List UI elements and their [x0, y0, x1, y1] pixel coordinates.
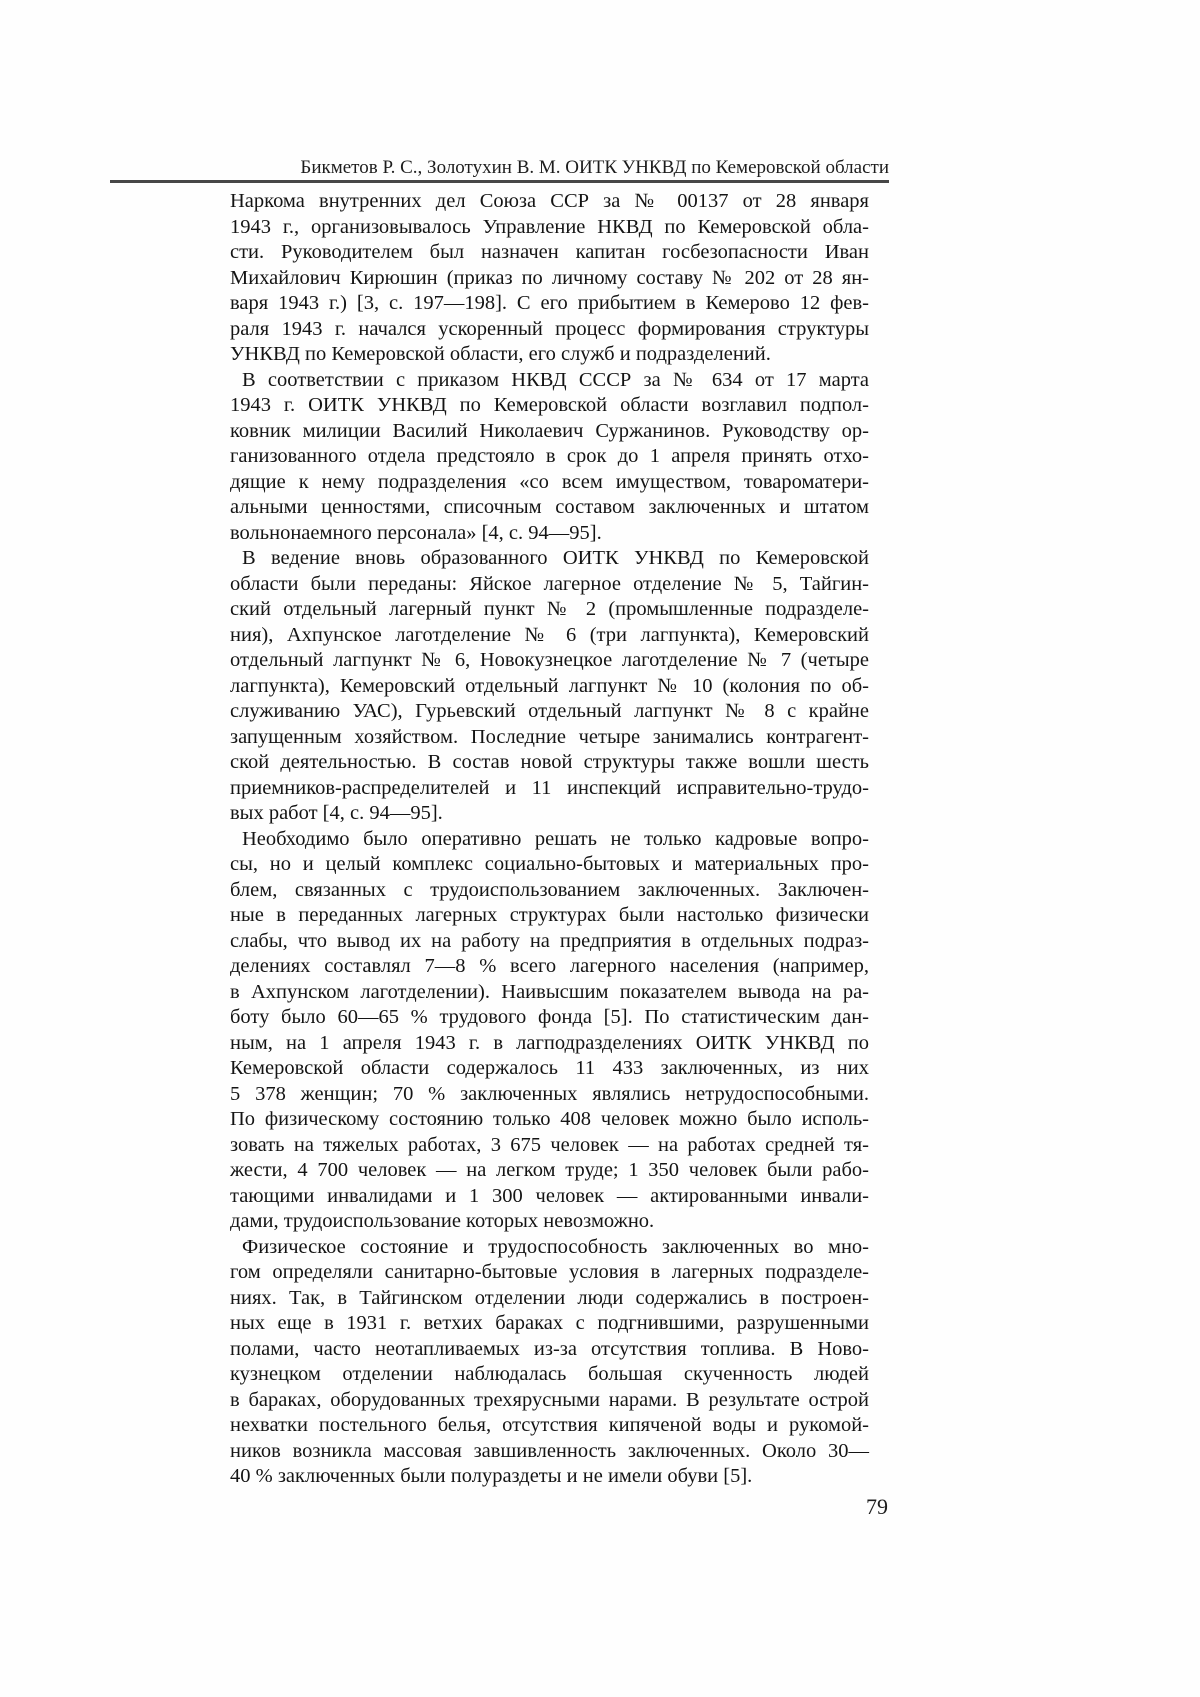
text-line: служиванию УАС), Гурьевский отдельный лагпункт № 8 с крайне [230, 700, 869, 722]
text-line: 1943 г., организовывалось Управление НКВД по Кемеровской обла- [230, 215, 869, 238]
text-line: лагпункта), Кемеровский отдельный лагпункт № 10 (колония по об- [230, 674, 869, 697]
paragraph [230, 827, 869, 1235]
text-line: вых работ [4, с. 94—95]. [230, 802, 443, 824]
text-line: в Ахпунском лаготделении). Наивысшим показателем вывода на ра- [230, 980, 869, 1003]
text-line: ской деятельностью. В состав новой структуры также вошли шесть [230, 751, 869, 773]
text-line: сы, но и целый комплекс социально-бытовых и материальных про- [230, 853, 869, 875]
paragraph [230, 546, 869, 827]
text-line: ковник милиции Василий Николаевич Суржанинов. Руководству ор- [230, 419, 869, 442]
text-line: Наркома внутренних дел Союза ССР за № 00137 от 28 января [230, 190, 869, 212]
text-line: запущенным хозяйством. Последние четыре занимались контрагент- [230, 725, 869, 748]
text-line: жести, 4 700 человек — на легком труде; 1 350 человек были рабо- [230, 1159, 869, 1181]
text-line: сти. Руководителем был назначен капитан госбезопасности Иван [230, 241, 869, 263]
text-line: По физическому состоянию только 408 человек можно было исполь- [230, 1108, 869, 1130]
text-line: гом определяли санитарно-бытовые условия в лагерных подразделе- [230, 1261, 869, 1283]
text-line: альными ценностями, списочным составом заключенных и штатом [230, 496, 869, 518]
text-line: УНКВД по Кемеровской области, его служб и подразделений. [230, 343, 771, 365]
text-line: тающими инвалидами и 1 300 человек — актированными инвали- [230, 1184, 869, 1207]
text-line: Физическое состояние и трудоспособность заключенных во мно- [242, 1235, 869, 1258]
text-line: в бараках, оборудованных трехярусными нарами. В результате острой [230, 1388, 869, 1411]
text-line: слабы, что вывод их на работу на предприятия в отдельных подраз- [230, 929, 869, 952]
body-text [230, 189, 869, 1490]
paragraph [230, 1235, 869, 1490]
text-line: 5 378 женщин; 70 % заключенных являлись нетрудоспособными. [230, 1082, 869, 1105]
text-line: зовать на тяжелых работах, 3 675 человек — на работах средней тя- [230, 1133, 869, 1156]
running-header-text: Бикметов Р. С., Золотухин В. М. ОИТК УНКВД по Кемеровской области [300, 157, 889, 178]
text-line: ным, на 1 апреля 1943 г. в лагподразделениях ОИТК УНКВД по [230, 1031, 869, 1054]
text-line: варя 1943 г.) [3, с. 197—198]. С его прибытием в Кемерово 12 фев- [230, 292, 869, 314]
text-line: ганизованного отдела предстояло в срок до 1 апреля принять отхо- [230, 445, 869, 467]
text-line: 40 % заключенных были полураздеты и не имели обуви [5]. [230, 1465, 753, 1487]
text-line: ных еще в 1931 г. ветхих бараках с подгнившими, разрушенными [230, 1312, 869, 1334]
paragraph [230, 368, 869, 547]
text-line: отдельный лагпункт № 6, Новокузнецкое лаготделение № 7 (четыре [230, 649, 869, 671]
header-rule [110, 180, 889, 183]
text-line: 1943 г. ОИТК УНКВД по Кемеровской области возглавил подпол- [230, 394, 869, 416]
text-line: нехватки постельного белья, отсутствия кипяченой воды и рукомой- [230, 1414, 869, 1436]
text-line: В соответствии с приказом НКВД СССР за № 634 от 17 марта [242, 368, 869, 391]
text-line: ниях. Так, в Тайгинском отделении люди содержались в построен- [230, 1286, 869, 1309]
text-line: Михайлович Кирюшин (приказ по личному составу № 202 от 28 ян- [230, 266, 869, 289]
text-line: боту было 60—65 % трудового фонда [5]. По статистическим дан- [230, 1006, 869, 1028]
text-line: Необходимо было оперативно решать не только кадровые вопро- [242, 827, 869, 850]
text-line: дящие к нему подразделения «со всем имуществом, товароматери- [230, 470, 869, 493]
text-line: блем, связанных с трудоиспользованием заключенных. Заключен- [230, 878, 869, 901]
text-line: ников возникла массовая завшивленность заключенных. Около 30— [230, 1439, 869, 1462]
text-line: ский отдельный лагерный пункт № 2 (промышленные подразделе- [230, 598, 869, 620]
paragraph [230, 189, 869, 368]
text-line: дами, трудоиспользование которых невозможно. [230, 1210, 655, 1232]
text-line: приемников-распределителей и 11 инспекций исправительно-трудо- [230, 776, 869, 799]
text-line: вольнонаемного персонала» [4, с. 94—95]. [230, 521, 602, 544]
text-line: делениях составлял 7—8 % всего лагерного населения (например, [230, 955, 869, 977]
text-line: полами, часто неотапливаемых из-за отсутствия топлива. В Ново- [230, 1337, 869, 1360]
text-line: ные в переданных лагерных структурах были настолько физически [230, 904, 869, 926]
text-line: Кемеровской области содержалось 11 433 заключенных, из них [230, 1057, 869, 1079]
text-line: области были переданы: Яйское лагерное отделение № 5, Тайгин- [230, 572, 869, 595]
text-line: В ведение вновь образованного ОИТК УНКВД по Кемеровской [242, 547, 869, 569]
text-line: кузнецком отделении наблюдалась большая скученность людей [230, 1363, 869, 1385]
text-line: раля 1943 г. начался ускоренный процесс формирования структуры [230, 317, 869, 340]
text-line: ния), Ахпунское лаготделение № 6 (три лагпункта), Кемеровский [230, 623, 869, 646]
running-header [110, 157, 889, 179]
page-number: 79 [866, 1494, 888, 1519]
